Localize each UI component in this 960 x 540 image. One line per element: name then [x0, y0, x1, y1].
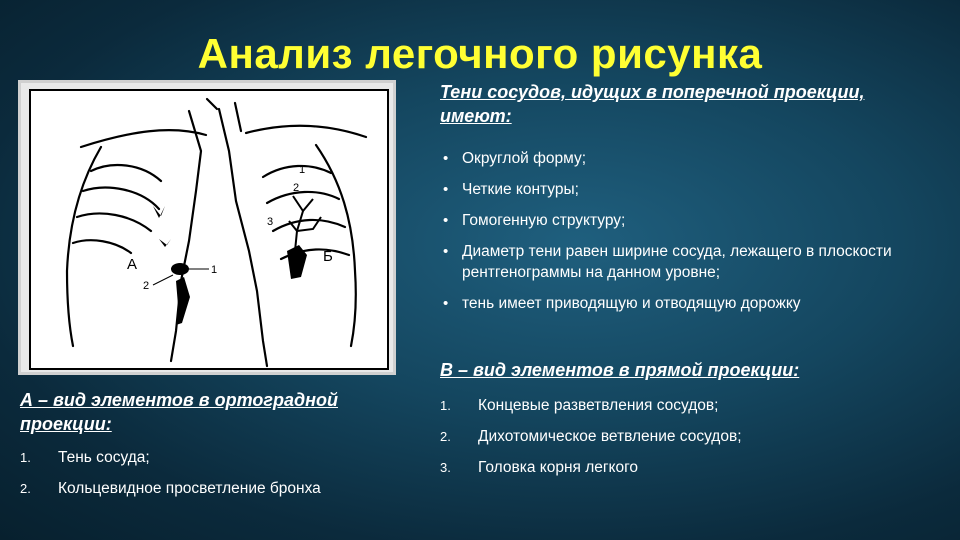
marker-2-left: 2	[143, 280, 150, 292]
slide-title: Анализ легочного рисунка	[197, 30, 763, 77]
list-item: 1. Тень сосуда;	[20, 449, 150, 466]
list-item: 1. Концевые разветвления сосудов;	[440, 397, 719, 414]
list-item: 3. Головка корня легкого	[440, 459, 639, 476]
chest-diagram	[31, 91, 387, 368]
orthograde-projection-list	[20, 447, 420, 509]
list-item: • Четкие контуры;	[443, 181, 579, 198]
transverse-projection-heading: Тени сосудов, идущих в поперечной проекции, имеют:	[440, 82, 865, 126]
list-item: • тень имеет приводящую и отводящую дорожку	[443, 295, 801, 312]
left-chest-wall	[67, 147, 101, 346]
mediastinum-left-edge	[171, 111, 201, 361]
marker-1-right: 1	[299, 164, 306, 176]
label-a: А	[127, 256, 138, 273]
marker-2-right: 2	[293, 182, 300, 194]
transverse-features-list	[440, 148, 920, 324]
marker-3-right: 3	[267, 216, 274, 228]
left-clavicle	[81, 130, 206, 147]
chest-diagram-frame	[29, 89, 389, 370]
direct-projection-list	[440, 395, 920, 488]
label-b: Б	[323, 248, 333, 265]
list-item: • Гомогенную структуру;	[443, 212, 626, 229]
direct-projection-heading: В – вид элементов в прямой проекции:	[440, 360, 800, 380]
list-item: 2. Кольцевидное просветление бронха	[20, 480, 321, 497]
left-vessels	[153, 206, 190, 325]
list-item: • Диаметр тени равен ширине сосуда, лежащего в плоскости рентгенограммы на данном уровне;	[443, 243, 892, 281]
orthograde-projection-heading: А – вид элементов в ортоградной проекции:	[20, 390, 338, 434]
right-clavicle	[246, 126, 366, 137]
list-item: • Округлой форму;	[443, 150, 587, 167]
marker-1-left: 1	[211, 264, 218, 276]
list-item: 2. Дихотомическое ветвление сосудов;	[440, 428, 742, 445]
chest-diagram-figure	[18, 80, 396, 375]
mediastinum-right-edge	[219, 109, 267, 366]
right-vessels	[289, 196, 321, 251]
right-chest-wall	[316, 145, 356, 346]
